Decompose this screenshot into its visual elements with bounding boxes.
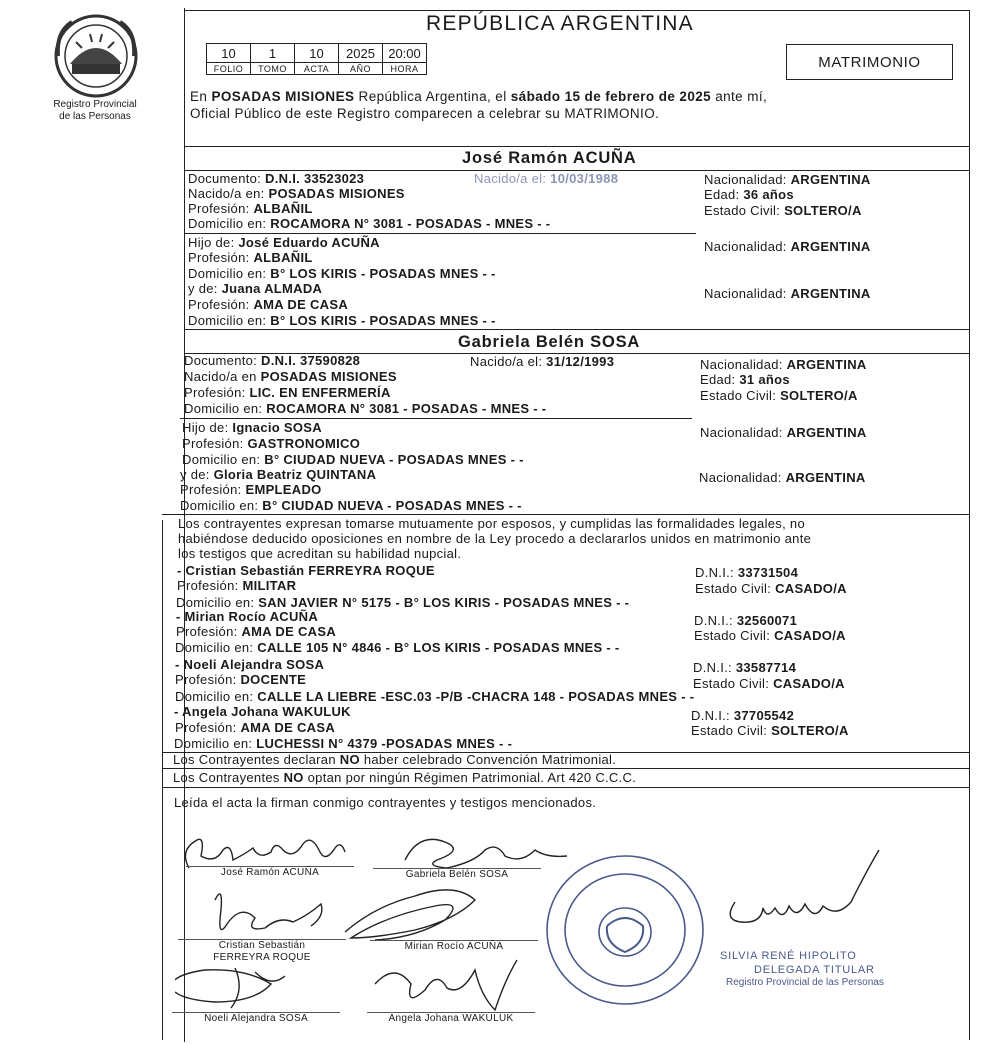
page-title: REPÚBLICA ARGENTINA <box>426 12 694 35</box>
bride-mother-address <box>180 498 522 513</box>
folio-label: FOLIO <box>207 63 251 75</box>
label: Domicilio en: <box>188 313 267 328</box>
value: SOLTERO/A <box>784 203 862 218</box>
value: ROCAMORA N° 3081 - POSADAS - MNES - - <box>270 216 551 231</box>
label: Estado Civil: <box>704 203 781 218</box>
caption-line: FERREYRA ROQUE <box>213 952 311 963</box>
divider <box>162 514 970 515</box>
value: DOCENTE <box>240 672 307 687</box>
witness-4-name: - Angela Johana WAKULUK <box>174 704 351 719</box>
label: Nacionalidad: <box>700 357 783 372</box>
label: Edad: <box>704 187 740 202</box>
witness-2-name: - Mirian Rocío ACUÑA <box>176 609 319 624</box>
witness-3-address <box>175 689 694 704</box>
value: GASTRONOMICO <box>247 436 361 451</box>
value: AMA DE CASA <box>240 720 336 735</box>
label: Estado Civil: <box>694 628 771 643</box>
label: D.N.I.: <box>695 565 734 580</box>
witness-4-profession <box>175 720 335 735</box>
groom-birthplace <box>188 186 405 201</box>
divider <box>162 787 970 788</box>
value: ARGENTINA <box>786 425 867 440</box>
value: ROCAMORA N° 3081 - POSADAS - MNES - - <box>266 401 547 416</box>
value: 33587714 <box>735 660 797 675</box>
anio-value: 2025 <box>339 44 383 63</box>
divider <box>184 146 970 147</box>
bride-age <box>700 372 790 387</box>
label: Nacionalidad: <box>704 172 787 187</box>
bride-nationality <box>700 357 867 372</box>
note-regime <box>173 770 636 785</box>
emphasis: NO <box>339 752 360 767</box>
label: Profesión: <box>175 720 237 735</box>
groom-father-name <box>188 235 380 250</box>
signature-caption-witness-1 <box>178 940 346 964</box>
witness-4-address <box>174 736 512 751</box>
groom-document <box>188 171 364 186</box>
divider <box>162 768 970 769</box>
label: Estado Civil: <box>693 676 770 691</box>
declaration-line-2: habiéndose deducido oposiciones en nombre de la Ley procedo a declararlos unidos en matrimonio ante <box>178 531 812 546</box>
groom-father-address <box>188 266 496 281</box>
value: EMPLEADO <box>245 482 322 497</box>
value: B° LOS KIRIS - POSADAS MNES - - <box>270 266 496 281</box>
bride-mother-profession <box>180 482 322 497</box>
witness-2-dni <box>694 613 797 628</box>
value: ARGENTINA <box>786 357 867 372</box>
witness-2-address <box>175 640 620 655</box>
value: B° CIUDAD NUEVA - POSADAS MNES - - <box>264 452 524 467</box>
intro-text-1: En <box>190 89 212 104</box>
value: SOLTERO/A <box>780 388 858 403</box>
groom-mother-address <box>188 313 496 328</box>
text: Los Contrayentes <box>173 770 284 785</box>
hora-value: 20:00 <box>383 44 427 63</box>
value: José Eduardo ACUÑA <box>238 235 380 250</box>
intro-text-2: República Argentina, el <box>354 89 511 104</box>
value: SOLTERO/A <box>771 723 849 738</box>
bride-name: Gabriela Belén SOSA <box>458 333 641 351</box>
label: Profesión: <box>175 672 237 687</box>
groom-address <box>188 216 550 231</box>
frame-top-border <box>184 10 970 11</box>
witness-1-civil-status <box>695 581 847 596</box>
label: Profesión: <box>182 436 244 451</box>
signature-caption-witness-2: Mirian Rocío ACUÑA <box>404 941 504 952</box>
declaration-line-1: Los contrayentes expresan tomarse mutuamente por esposos, y cumplidas las formalidades legales, no <box>178 516 805 531</box>
witness-1-profession <box>177 578 296 593</box>
label: Nacido/a en: <box>188 186 265 201</box>
label: Domicilio en: <box>182 452 261 467</box>
label: Estado Civil: <box>695 581 772 596</box>
divider <box>184 329 970 330</box>
groom-name: José Ramón ACUÑA <box>462 149 637 167</box>
value: D.N.I. 37590828 <box>261 353 361 368</box>
logo-caption-line2: de las Personas <box>59 111 131 122</box>
text: haber celebrado Convención Matrimonial. <box>359 752 617 767</box>
value: ARGENTINA <box>790 172 871 187</box>
label: Estado Civil: <box>691 723 768 738</box>
signature-caption-witness-3: Noeli Alejandra SOSA <box>204 1013 308 1024</box>
label: Domicilio en: <box>184 401 263 416</box>
label: y de: <box>180 467 210 482</box>
groom-father-profession <box>188 250 313 265</box>
value: Juana ALMADA <box>221 281 323 296</box>
label: Domicilio en: <box>174 736 253 751</box>
note-convention <box>173 752 616 767</box>
intro-paragraph <box>190 88 767 122</box>
logo-caption-line1: Registro Provincial <box>53 99 137 110</box>
value: B° CIUDAD NUEVA - POSADAS MNES - - <box>262 498 522 513</box>
value: POSADAS MISIONES <box>268 186 405 201</box>
label: D.N.I.: <box>693 660 732 675</box>
witness-3-profession <box>175 672 306 687</box>
bride-civil-status <box>700 388 858 403</box>
bride-document <box>184 353 360 368</box>
value: ALBAÑIL <box>253 201 313 216</box>
signature-caption-groom: José Ramón ACUÑA <box>220 867 320 878</box>
groom-age <box>704 187 794 202</box>
bride-father-profession <box>182 436 360 451</box>
label: y de: <box>188 281 218 296</box>
value: ARGENTINA <box>790 239 871 254</box>
label: Nacionalidad: <box>699 470 782 485</box>
signature-caption-witness-4: Angela Johana WAKULUK <box>388 1013 514 1024</box>
label: Nacionalidad: <box>704 286 787 301</box>
label: Profesión: <box>180 482 242 497</box>
label: Domicilio en: <box>188 216 267 231</box>
acta-value: 10 <box>295 44 339 63</box>
label: Nacionalidad: <box>704 239 787 254</box>
witness-3-dni <box>693 660 796 675</box>
witness-2-profession <box>176 624 336 639</box>
bride-father-address <box>182 452 524 467</box>
witness-4-civil-status <box>691 723 849 738</box>
value: B° LOS KIRIS - POSADAS MNES - - <box>270 313 496 328</box>
handwritten-signatures <box>175 820 955 1030</box>
divider <box>184 233 696 234</box>
value: CASADO/A <box>774 628 846 643</box>
frame-left-border-lower <box>162 520 163 1040</box>
label: Nacido/a en <box>184 369 257 384</box>
value: 32560071 <box>736 613 798 628</box>
folio-value: 10 <box>207 44 251 63</box>
bride-mother-nationality <box>699 470 866 485</box>
bride-father-nationality <box>700 425 867 440</box>
label: Documento: <box>184 353 258 368</box>
bride-birthplace <box>184 369 397 384</box>
label: Edad: <box>700 372 736 387</box>
value: ALBAÑIL <box>253 250 313 265</box>
official-name: SILVIA RENÉ HIPOLITO <box>720 950 857 962</box>
witness-2-civil-status <box>694 628 846 643</box>
label: Domicilio en: <box>175 640 254 655</box>
intro-line-2: Oficial Público de este Registro comparecen a celebrar su MATRIMONIO. <box>190 106 660 121</box>
label: Profesión: <box>184 385 246 400</box>
label: Documento: <box>188 171 262 186</box>
text: optan por ningún Régimen Patrimonial. Art 420 C.C.C. <box>303 770 637 785</box>
groom-nationality <box>704 172 871 187</box>
witness-1-dni <box>695 565 798 580</box>
groom-father-nationality <box>704 239 871 254</box>
bride-profession <box>184 385 391 400</box>
bride-father-name <box>182 420 322 435</box>
value: 31 años <box>739 372 790 387</box>
witness-1-name: - Cristian Sebastián FERREYRA ROQUE <box>177 563 435 578</box>
groom-civil-status <box>704 203 862 218</box>
witness-1-address <box>176 595 629 610</box>
value: 33731504 <box>737 565 799 580</box>
caption-line: Cristian Sebastián <box>218 940 306 951</box>
value: LIC. EN ENFERMERÍA <box>249 385 391 400</box>
witness-4-dni <box>691 708 794 723</box>
emphasis: NO <box>283 770 304 785</box>
value: 37705542 <box>733 708 795 723</box>
bride-address <box>184 401 546 416</box>
intro-place: POSADAS MISIONES <box>211 89 355 104</box>
value: MILITAR <box>242 578 297 593</box>
groom-birthdate <box>474 171 618 186</box>
label: Nacionalidad: <box>700 425 783 440</box>
value: CASADO/A <box>773 676 845 691</box>
label: D.N.I.: <box>691 708 730 723</box>
value: ARGENTINA <box>790 286 871 301</box>
declaration-line-3: los testigos que acreditan su habilidad nupcial. <box>178 546 462 561</box>
tomo-value: 1 <box>251 44 295 63</box>
label: Domicilio en: <box>188 266 267 281</box>
value: Gloria Beatriz QUINTANA <box>213 467 377 482</box>
groom-profession <box>188 201 313 216</box>
value: LUCHESSI N° 4379 -POSADAS MNES - - <box>256 736 513 751</box>
value: 36 años <box>743 187 794 202</box>
value: SAN JAVIER N° 5175 - B° LOS KIRIS - POSADAS MNES - - <box>258 595 630 610</box>
label: Hijo de: <box>182 420 229 435</box>
value: AMA DE CASA <box>241 624 337 639</box>
label: Profesión: <box>188 250 250 265</box>
frame-right-border <box>969 10 970 1040</box>
label: Estado Civil: <box>700 388 777 403</box>
official-role: DELEGADA TITULAR <box>754 964 875 976</box>
value: 31/12/1993 <box>546 354 615 369</box>
official-org: Registro Provincial de las Personas <box>726 977 884 988</box>
value: AMA DE CASA <box>253 297 349 312</box>
groom-mother-nationality <box>704 286 871 301</box>
record-fields-table <box>206 43 427 75</box>
value: 10/03/1988 <box>550 171 619 186</box>
value: ARGENTINA <box>785 470 866 485</box>
value: CALLE LA LIEBRE -ESC.03 -P/B -CHACRA 148 - POSADAS MNES - - <box>257 689 695 704</box>
province-logo <box>50 12 142 105</box>
label: Nacido/a el: <box>474 171 547 186</box>
witness-3-name: - Noeli Alejandra SOSA <box>175 657 325 672</box>
value: CASADO/A <box>775 581 847 596</box>
groom-mother-profession <box>188 297 348 312</box>
value: POSADAS MISIONES <box>260 369 397 384</box>
divider <box>180 418 692 419</box>
document-type-box: MATRIMONIO <box>786 44 953 80</box>
note-read: Leída el acta la firman conmigo contrayentes y testigos mencionados. <box>174 795 597 810</box>
declaration-paragraph <box>178 516 811 561</box>
label: Profesión: <box>188 297 250 312</box>
intro-date: sábado 15 de febrero de 2025 <box>510 89 712 104</box>
label: Domicilio en: <box>180 498 259 513</box>
signature-caption-bride: Gabriela Belén SOSA <box>405 869 509 880</box>
label: Hijo de: <box>188 235 235 250</box>
label: Profesión: <box>176 624 238 639</box>
value: D.N.I. 33523023 <box>265 171 365 186</box>
label: Nacido/a el: <box>470 354 543 369</box>
bride-mother-name <box>180 467 376 482</box>
text: Los Contrayentes declaran <box>173 752 340 767</box>
bride-birthdate <box>470 354 614 369</box>
label: Profesión: <box>177 578 239 593</box>
tomo-label: TOMO <box>251 63 295 75</box>
witness-3-civil-status <box>693 676 845 691</box>
value: Ignacio SOSA <box>232 420 322 435</box>
logo-caption <box>30 99 160 123</box>
acta-label: ACTA <box>295 63 339 75</box>
label: Profesión: <box>188 201 250 216</box>
label: Domicilio en: <box>176 595 255 610</box>
hora-label: HORA <box>383 63 427 75</box>
value: CALLE 105 N° 4846 - B° LOS KIRIS - POSADAS MNES - - <box>257 640 620 655</box>
groom-mother-name <box>188 281 322 296</box>
anio-label: AÑO <box>339 63 383 75</box>
label: D.N.I.: <box>694 613 733 628</box>
label: Domicilio en: <box>175 689 254 704</box>
intro-text-3: ante mí, <box>711 89 768 104</box>
